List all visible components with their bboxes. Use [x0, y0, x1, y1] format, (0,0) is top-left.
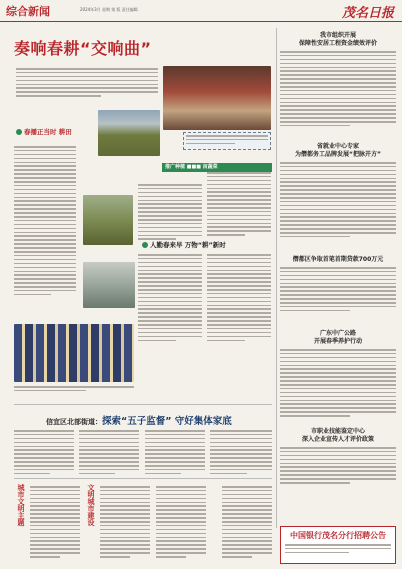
center-story-rule	[14, 404, 272, 405]
center-story-kicker: 信宜区北部街道：	[46, 418, 102, 426]
right-item-1-title-1: 我市组织开展	[319, 32, 356, 39]
center-story-text-1	[14, 430, 74, 477]
photo-seedlings	[83, 262, 135, 308]
right-item-5	[280, 428, 396, 486]
right-column-divider	[276, 28, 277, 528]
right-item-2-title-1: 省就业中心专家	[316, 143, 359, 150]
photo-market	[163, 66, 271, 130]
right-item-1-title-2: 保障性安居工程资金绩效评价	[298, 40, 377, 47]
mid-column-4	[207, 254, 271, 343]
bottom-strip-1: 城市文明主题	[17, 484, 25, 526]
center-story-title	[46, 413, 232, 427]
leaf-icon-2	[142, 242, 148, 248]
recruitment-notice	[280, 526, 396, 564]
photo-fertilizer-bags	[14, 324, 134, 382]
leaf-icon	[16, 129, 22, 135]
center-story-text-3	[145, 430, 205, 477]
notice-title: 中国银行茂名分行招聘公告	[290, 531, 386, 540]
mid-column-2	[207, 172, 271, 238]
bottom-text-4	[222, 486, 272, 560]
right-item-1	[280, 32, 396, 129]
center-story-text-2	[79, 430, 139, 477]
bottom-strip-2: 文明城市建设	[87, 484, 95, 526]
right-item-4-title-1: 广东中广公路	[319, 330, 356, 337]
masthead	[0, 0, 402, 22]
headline-title: 奏响春耕“交响曲”	[14, 39, 152, 58]
paper-name-logo: 茂名日报	[341, 6, 394, 21]
headline-intro	[16, 68, 158, 99]
bottom-text-3	[156, 486, 206, 560]
bottom-rule	[14, 478, 272, 479]
photo-field-tractor	[98, 110, 160, 156]
mid-column-3	[138, 254, 202, 343]
center-story-headline: 探索“五子监督” 守好集体家底	[102, 416, 232, 427]
photo-caption-box	[183, 132, 271, 150]
right-item-5-title-2: 深入企业宣传人才评价政策	[301, 436, 374, 443]
left-column-text	[14, 146, 76, 298]
section-bar-promote: 推广种植 ■■■ 亩蔬菜	[162, 163, 272, 172]
right-item-4	[280, 330, 396, 419]
subhead-spring: 春播正当时 耕田	[16, 127, 72, 136]
bottom-strip-1-text	[30, 486, 80, 560]
right-item-2	[280, 143, 396, 240]
right-item-4-title-2: 开展春季养护行动	[313, 338, 362, 345]
photo-caption-bags	[14, 386, 134, 394]
photo-farm-work	[83, 195, 133, 245]
right-item-2-title-2: 为僭都务工品牌发展“把脉开方”	[295, 151, 381, 158]
issue-info: 2024年3月 星期 第 版 责任编辑	[80, 7, 138, 12]
mid-column-1	[138, 184, 202, 242]
right-item-3	[280, 256, 396, 314]
section-name: 综合新闻	[6, 5, 50, 18]
right-item-5-title-1: 市职业技能鉴定中心	[310, 428, 365, 435]
center-story-text-4	[210, 430, 272, 477]
subhead-spring-work: 人勤春来早 万物“耕”新时	[142, 240, 226, 249]
right-item-3-title: 僭都区争取首笔首期贷款700万元	[292, 256, 384, 263]
bottom-strip-2-text	[100, 486, 150, 560]
